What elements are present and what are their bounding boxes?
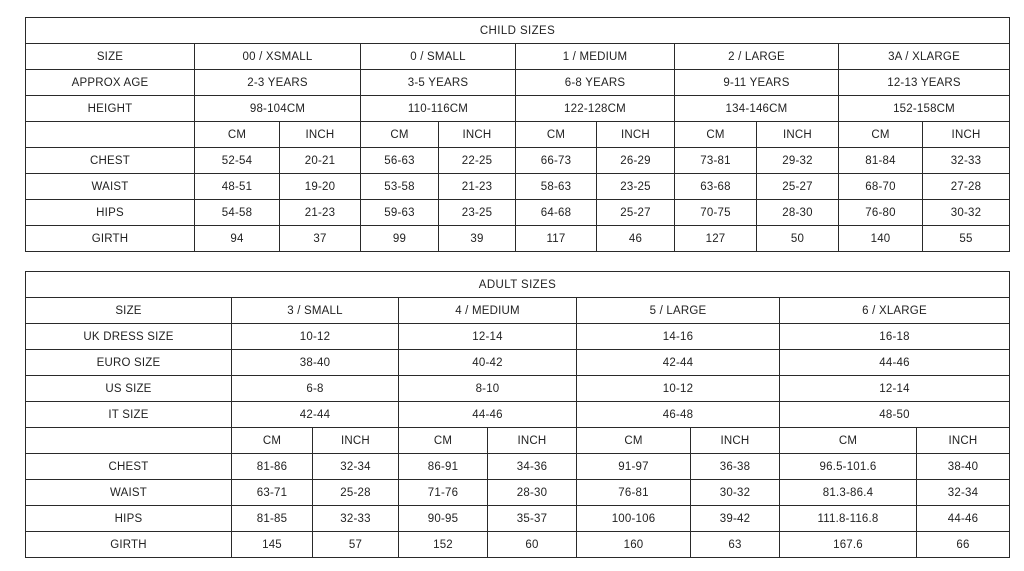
age-cell: 12-13 YEARS	[839, 70, 1010, 96]
measurement-row	[26, 506, 1010, 532]
inch-value: 23-25	[439, 200, 516, 226]
child-unit-row	[26, 122, 1010, 148]
inch-value: 60	[488, 532, 577, 558]
age-cell: 9-11 YEARS	[675, 70, 839, 96]
inch-value: 39	[439, 226, 516, 252]
height-cell: 110-116CM	[361, 96, 516, 122]
inch-value: 32-33	[923, 148, 1010, 174]
inch-value: 37	[280, 226, 361, 252]
inch-value: 25-28	[313, 480, 399, 506]
it-cell: 48-50	[780, 402, 1010, 428]
unit-cm: CM	[780, 428, 917, 454]
measurement-row	[26, 226, 1010, 252]
unit-cm: CM	[516, 122, 597, 148]
row-label: HEIGHT	[26, 96, 195, 122]
uk-cell: 10-12	[232, 324, 399, 350]
inch-value: 32-34	[313, 454, 399, 480]
inch-value: 32-34	[917, 480, 1010, 506]
cm-value: 100-106	[577, 506, 691, 532]
inch-value: 63	[691, 532, 780, 558]
unit-inch: INCH	[923, 122, 1010, 148]
cm-value: 48-51	[195, 174, 280, 200]
euro-cell: 42-44	[577, 350, 780, 376]
inch-value: 27-28	[923, 174, 1010, 200]
euro-cell: 44-46	[780, 350, 1010, 376]
size-cell: 3 / SMALL	[232, 298, 399, 324]
cm-value: 76-81	[577, 480, 691, 506]
inch-value: 28-30	[757, 200, 839, 226]
cm-value: 56-63	[361, 148, 439, 174]
inch-value: 50	[757, 226, 839, 252]
row-label: SIZE	[26, 44, 195, 70]
cm-value: 140	[839, 226, 923, 252]
adult-title: ADULT SIZES	[26, 272, 1010, 298]
inch-value: 21-23	[439, 174, 516, 200]
inch-value: 36-38	[691, 454, 780, 480]
row-label: APPROX AGE	[26, 70, 195, 96]
it-cell: 46-48	[577, 402, 780, 428]
cm-value: 73-81	[675, 148, 757, 174]
unit-cm: CM	[361, 122, 439, 148]
cm-value: 66-73	[516, 148, 597, 174]
measurement-row	[26, 174, 1010, 200]
row-label: WAIST	[26, 480, 232, 506]
child-title-row	[26, 18, 1010, 44]
child-height-row	[26, 96, 1010, 122]
inch-value: 19-20	[280, 174, 361, 200]
measurement-row	[26, 480, 1010, 506]
child-measurements	[26, 148, 1010, 252]
cm-value: 70-75	[675, 200, 757, 226]
cm-value: 99	[361, 226, 439, 252]
inch-value: 39-42	[691, 506, 780, 532]
child-sizes-table	[25, 17, 1010, 252]
cm-value: 81-86	[232, 454, 313, 480]
adult-title-row	[26, 272, 1010, 298]
size-cell: 1 / MEDIUM	[516, 44, 675, 70]
cm-value: 52-54	[195, 148, 280, 174]
inch-value: 22-25	[439, 148, 516, 174]
child-age-row	[26, 70, 1010, 96]
empty-cell	[26, 122, 195, 148]
row-label: CHEST	[26, 148, 195, 174]
cm-value: 59-63	[361, 200, 439, 226]
row-label: EURO SIZE	[26, 350, 232, 376]
unit-inch: INCH	[280, 122, 361, 148]
size-cell: 2 / LARGE	[675, 44, 839, 70]
cm-value: 71-76	[399, 480, 488, 506]
cm-value: 94	[195, 226, 280, 252]
inch-value: 55	[923, 226, 1010, 252]
unit-cm: CM	[577, 428, 691, 454]
inch-value: 32-33	[313, 506, 399, 532]
row-label: UK DRESS SIZE	[26, 324, 232, 350]
inch-value: 25-27	[757, 174, 839, 200]
unit-inch: INCH	[757, 122, 839, 148]
uk-cell: 12-14	[399, 324, 577, 350]
cm-value: 167.6	[780, 532, 917, 558]
empty-cell	[26, 428, 232, 454]
cm-value: 76-80	[839, 200, 923, 226]
cm-value: 86-91	[399, 454, 488, 480]
adult-measurements	[26, 454, 1010, 558]
euro-cell: 38-40	[232, 350, 399, 376]
cm-value: 63-68	[675, 174, 757, 200]
inch-value: 44-46	[917, 506, 1010, 532]
row-label: HIPS	[26, 200, 195, 226]
adult-unit-row	[26, 428, 1010, 454]
uk-cell: 16-18	[780, 324, 1010, 350]
us-cell: 8-10	[399, 376, 577, 402]
row-label: HIPS	[26, 506, 232, 532]
height-cell: 152-158CM	[839, 96, 1010, 122]
unit-cm: CM	[195, 122, 280, 148]
cm-value: 81-84	[839, 148, 923, 174]
cm-value: 58-63	[516, 174, 597, 200]
cm-value: 91-97	[577, 454, 691, 480]
row-label: CHEST	[26, 454, 232, 480]
us-cell: 10-12	[577, 376, 780, 402]
us-cell: 12-14	[780, 376, 1010, 402]
unit-inch: INCH	[439, 122, 516, 148]
adult-it-row	[26, 402, 1010, 428]
euro-cell: 40-42	[399, 350, 577, 376]
cm-value: 145	[232, 532, 313, 558]
child-size-row	[26, 44, 1010, 70]
adult-uk-row	[26, 324, 1010, 350]
row-label: SIZE	[26, 298, 232, 324]
unit-inch: INCH	[597, 122, 675, 148]
height-cell: 122-128CM	[516, 96, 675, 122]
size-cell: 00 / XSMALL	[195, 44, 361, 70]
row-label: GIRTH	[26, 226, 195, 252]
inch-value: 25-27	[597, 200, 675, 226]
it-cell: 44-46	[399, 402, 577, 428]
cm-value: 127	[675, 226, 757, 252]
size-cell: 3A / XLARGE	[839, 44, 1010, 70]
age-cell: 2-3 YEARS	[195, 70, 361, 96]
age-cell: 3-5 YEARS	[361, 70, 516, 96]
unit-inch: INCH	[488, 428, 577, 454]
us-cell: 6-8	[232, 376, 399, 402]
inch-value: 26-29	[597, 148, 675, 174]
unit-inch: INCH	[313, 428, 399, 454]
inch-value: 28-30	[488, 480, 577, 506]
cm-value: 111.8-116.8	[780, 506, 917, 532]
inch-value: 30-32	[691, 480, 780, 506]
row-label: US SIZE	[26, 376, 232, 402]
cm-value: 81-85	[232, 506, 313, 532]
size-cell: 5 / LARGE	[577, 298, 780, 324]
cm-value: 152	[399, 532, 488, 558]
inch-value: 30-32	[923, 200, 1010, 226]
it-cell: 42-44	[232, 402, 399, 428]
size-cell: 6 / XLARGE	[780, 298, 1010, 324]
adult-euro-row	[26, 350, 1010, 376]
cm-value: 96.5-101.6	[780, 454, 917, 480]
cm-value: 81.3-86.4	[780, 480, 917, 506]
row-label: IT SIZE	[26, 402, 232, 428]
inch-value: 66	[917, 532, 1010, 558]
adult-us-row	[26, 376, 1010, 402]
row-label: GIRTH	[26, 532, 232, 558]
adult-size-row	[26, 298, 1010, 324]
inch-value: 38-40	[917, 454, 1010, 480]
row-label: WAIST	[26, 174, 195, 200]
measurement-row	[26, 454, 1010, 480]
size-cell: 0 / SMALL	[361, 44, 516, 70]
cm-value: 68-70	[839, 174, 923, 200]
cm-value: 54-58	[195, 200, 280, 226]
unit-cm: CM	[675, 122, 757, 148]
height-cell: 134-146CM	[675, 96, 839, 122]
inch-value: 34-36	[488, 454, 577, 480]
inch-value: 23-25	[597, 174, 675, 200]
inch-value: 46	[597, 226, 675, 252]
unit-inch: INCH	[917, 428, 1010, 454]
measurement-row	[26, 148, 1010, 174]
unit-cm: CM	[232, 428, 313, 454]
inch-value: 21-23	[280, 200, 361, 226]
cm-value: 64-68	[516, 200, 597, 226]
measurement-row	[26, 532, 1010, 558]
unit-cm: CM	[839, 122, 923, 148]
height-cell: 98-104CM	[195, 96, 361, 122]
age-cell: 6-8 YEARS	[516, 70, 675, 96]
cm-value: 63-71	[232, 480, 313, 506]
size-cell: 4 / MEDIUM	[399, 298, 577, 324]
cm-value: 90-95	[399, 506, 488, 532]
child-title: CHILD SIZES	[26, 18, 1010, 44]
inch-value: 57	[313, 532, 399, 558]
adult-sizes-table	[25, 271, 1010, 558]
inch-value: 35-37	[488, 506, 577, 532]
inch-value: 20-21	[280, 148, 361, 174]
cm-value: 53-58	[361, 174, 439, 200]
cm-value: 160	[577, 532, 691, 558]
unit-cm: CM	[399, 428, 488, 454]
inch-value: 29-32	[757, 148, 839, 174]
measurement-row	[26, 200, 1010, 226]
unit-inch: INCH	[691, 428, 780, 454]
cm-value: 117	[516, 226, 597, 252]
uk-cell: 14-16	[577, 324, 780, 350]
